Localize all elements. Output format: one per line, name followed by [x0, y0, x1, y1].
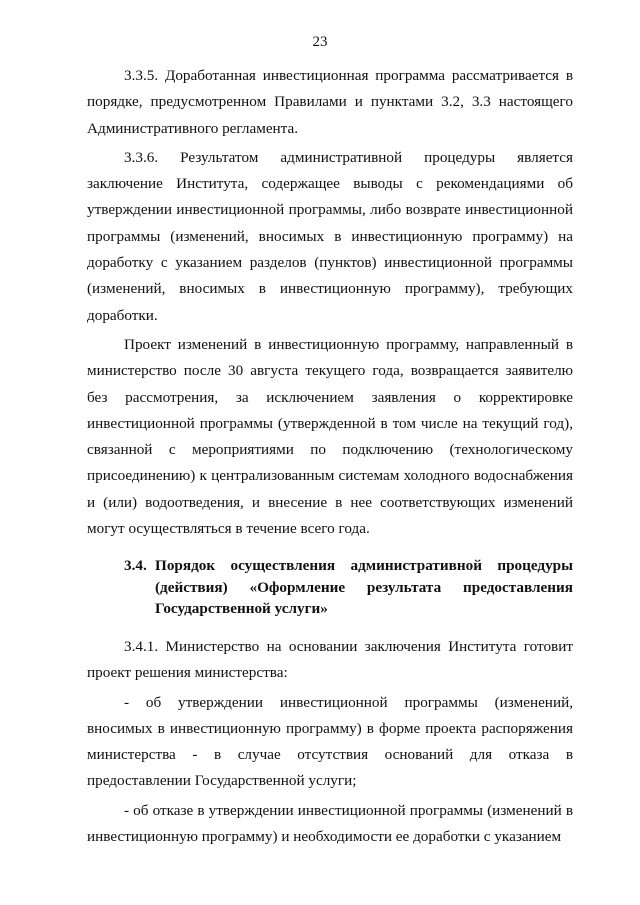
paragraph-deadline-note: Проект изменений в инвестиционную программу, направленный в министерство после 30 августа текущего года, возвращается заявителю без рассмотрения, за исключением заявления о корректировке инвестиционной программы (утвержденной в том числе на текущий год), связанной с мероприятиями по подключению (технологическому присоединению) к централизованным системам холодного водоснабжения и (или) водоотведения, и внесение в нее соответствующих изменений могут осуществляться в течение всего года.	[87, 335, 573, 538]
section-3-3-text	[87, 63, 573, 542]
page-number: 23	[312, 34, 328, 50]
paragraph-3-3-5: 3.3.5. Доработанная инвестиционная программа рассматривается в порядке, предусмотренном Правилами и пунктами 3.2, 3.3 настоящего Административного регламента.	[87, 67, 573, 137]
section-heading-3-4	[87, 555, 573, 620]
list-item-approval: - об утверждении инвестиционной программы (изменений, вносимых в инвестиционную программу) в форме проекта распоряжения министерства - в случае отсутствия оснований для отказа в предоставлении Государственной услуги;	[87, 693, 573, 790]
paragraph-3-3-6: 3.3.6. Результатом административной процедуры является заключение Института, содержащее выводы с рекомендациями об утверждении инвестиционной программы, либо возврате инвестиционной программы (изменений, вносимых в инвестиционную программу) на доработку с указанием разделов (пунктов) инвестиционной программы (изменений, вносимых в инвестиционную программу), требующих доработки.	[87, 148, 573, 324]
paragraph-3-4-1: 3.4.1. Министерство на основании заключения Института готовит проект решения министерства:	[87, 638, 573, 682]
section-heading-number: 3.4.	[124, 557, 147, 574]
list-item-refusal: - об отказе в утверждении инвестиционной программы (изменений в инвестиционную программу) и необходимости ее доработки с указанием	[87, 801, 573, 846]
section-3-4-text	[87, 634, 573, 850]
section-heading-title: Порядок осуществления административной процедуры (действия) «Оформление результата предоставления Государственной услуги»	[155, 557, 573, 617]
